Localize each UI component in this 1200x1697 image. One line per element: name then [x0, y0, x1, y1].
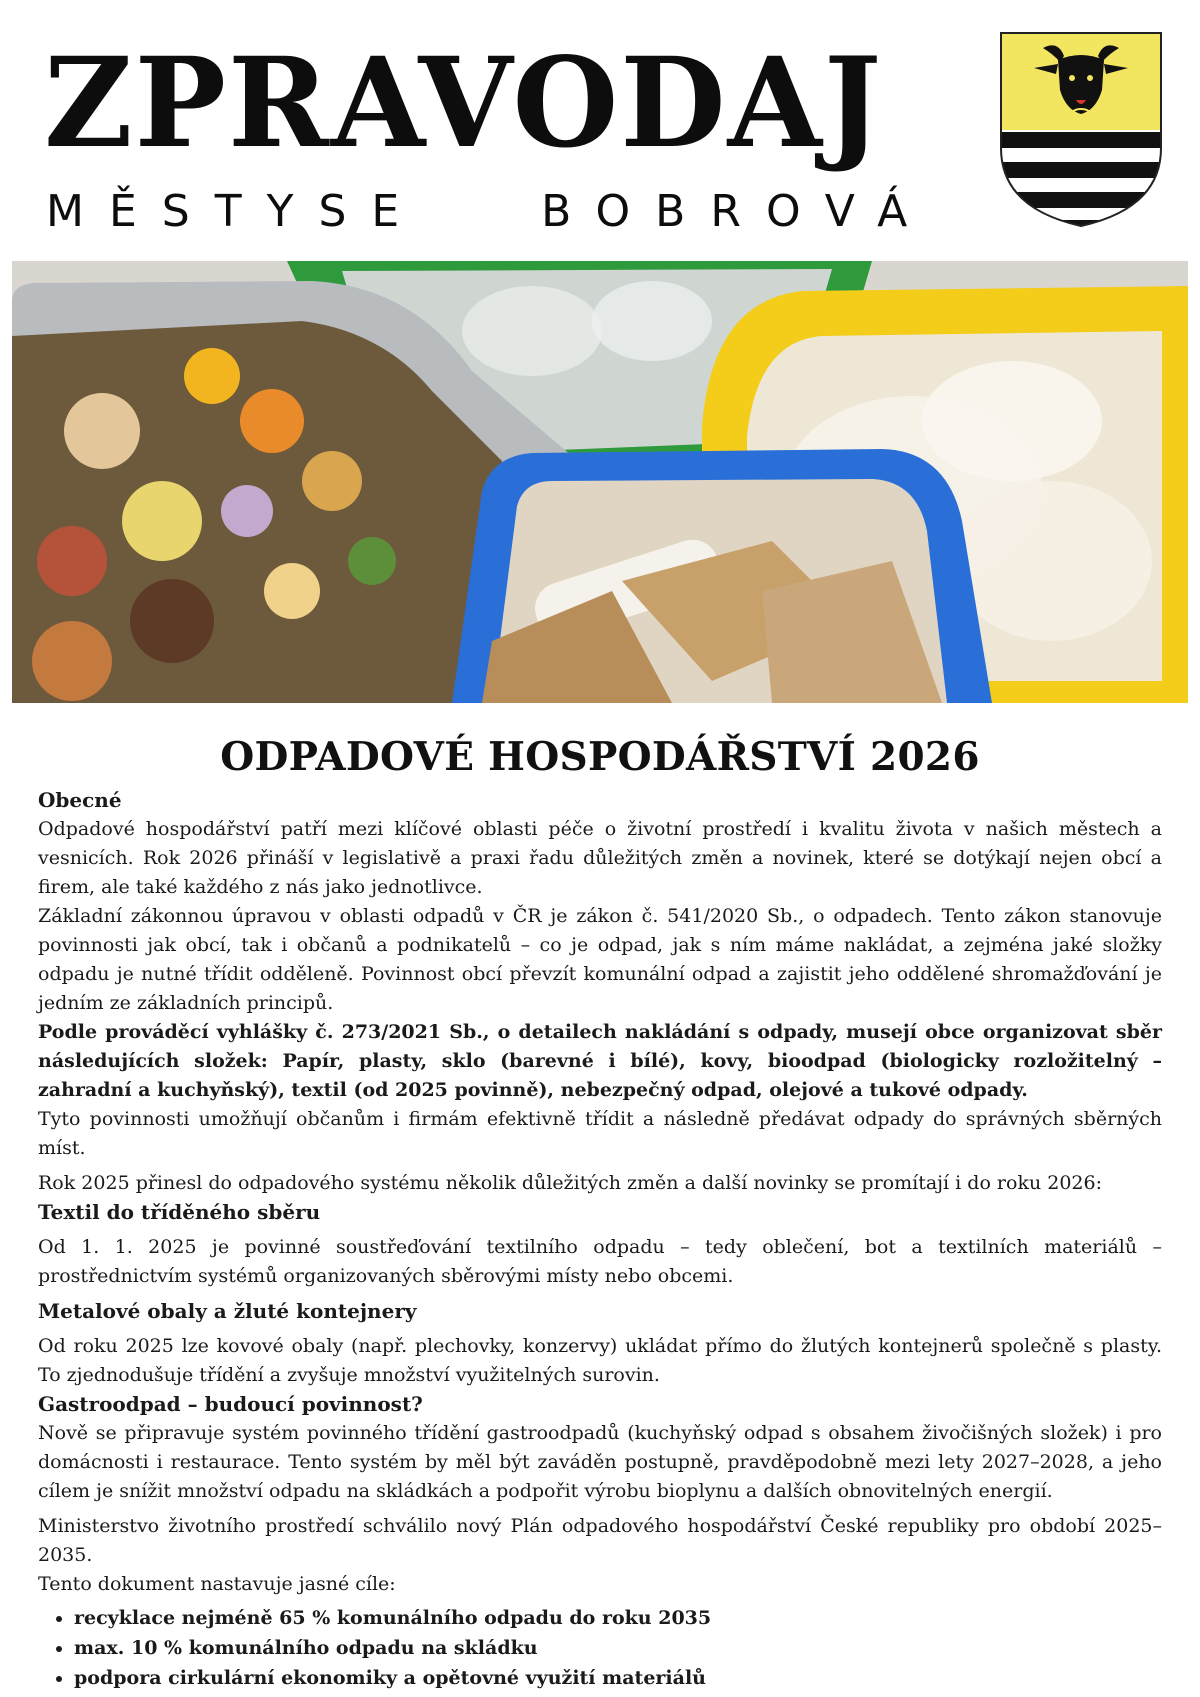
bull-head-coat-of-arms-icon [998, 30, 1164, 228]
section-heading-general: Obecné [38, 788, 122, 812]
goals-list [38, 1603, 1162, 1693]
paragraph-intro: Odpadové hospodářství patří mezi klíčové oblasti péče o životní prostředí i kvalitu života v našich městech a vesnicích. Rok 2026 přináší v legislativě a praxi řadu důležitých změn a novinek, které se dotýkají nejen obcí a firem, ale také každého z nás jako jednotlivce. [38, 818, 1162, 898]
sorted-waste-bins-photo [12, 261, 1188, 703]
paragraph-obligations: Tyto povinnosti umožňují občanům i firmám efektivně třídit a následně předávat odpady do správných sběrných míst. [38, 1108, 1162, 1159]
paragraph-metal: Od roku 2025 lze kovové obaly (např. plechovky, konzervy) ukládat přímo do žlutých kontejnerů společně s plasty. To zjednodušuje třídění a zvyšuje množství využitelných surovin. [38, 1335, 1162, 1386]
paragraph-changes-2025: Rok 2025 přinesl do odpadového systému několik důležitých změn a další novinky se promítají i do roku 2026: [38, 1172, 1102, 1194]
list-item: • podpora cirkulární ekonomiky a opětovné využití materiálů [74, 1663, 1162, 1693]
list-item: • recyklace nejméně 65 % komunálního odpadu do roku 2035 [74, 1603, 1162, 1633]
paragraph-plan: Ministerstvo životního prostředí schválilo nový Plán odpadového hospodářství České republiky pro období 2025–2035. [38, 1515, 1162, 1566]
paragraph-textile: Od 1. 1. 2025 je povinné soustřeďování textilního odpadu – tedy oblečení, bot a textilních materiálů – prostřednictvím systémů organizovaných sběrovými místy nebo obcemi. [38, 1236, 1162, 1287]
article [38, 718, 1162, 1693]
paragraph-goals-intro: Tento dokument nastavuje jasné cíle: [38, 1573, 396, 1595]
paragraph-decree: Podle prováděcí vyhlášky č. 273/2021 Sb., o detailech nakládání s odpady, musejí obce organizovat sběr následujících složek: Papír, plasty, sklo (barevné i bílé), kovy, bioodpad (biologicky rozložitelný – zahradní a kuchyňský), textil (od 2025 povinně), nebezpečný odpad, olejové a tukové odpady. [38, 1021, 1162, 1101]
paragraph-gastro: Nově se připravuje systém povinného třídění gastroodpadů (kuchyňský odpad s obsahem živočišných složek) i pro domácnosti i restaurace. Tento systém by měl být zaváděn postupně, pravděpodobně mezi lety 2027–2028, a jeho cílem je snížit množství odpadu na skládkách a podpořit výrobu bioplynu a dalších obnovitelných energií. [38, 1422, 1162, 1502]
section-heading-textile: Textil do tříděného sběru [38, 1200, 321, 1224]
newsletter-title: ZPRAVODAJ [44, 31, 884, 176]
masthead [0, 0, 1200, 255]
list-item: • max. 10 % komunálního odpadu na skládku [74, 1633, 1162, 1663]
article-headline: ODPADOVÉ HOSPODÁŘSTVÍ 2026 [220, 734, 980, 780]
section-heading-metal: Metalové obaly a žluté kontejnery [38, 1299, 417, 1323]
waste-bins-illustration-icon [12, 261, 1188, 703]
municipality-name: MĚSTYSE BOBROVÁ [46, 186, 933, 237]
paragraph-law: Základní zákonnou úpravou v oblasti odpadů v ČR je zákon č. 541/2020 Sb., o odpadech. Tento zákon stanovuje povinnosti jak obcí, tak i občanů a podnikatelů – co je odpad, jak s ním máme nakládat, a zejména jaké složky odpadu je nutné třídit odděleně. Povinnost obcí převzít komunální odpad a zajistit jeho oddělené shromažďování je jedním ze základních principů. [38, 905, 1162, 1014]
section-heading-gastro: Gastroodpad – budoucí povinnost? [38, 1392, 423, 1416]
